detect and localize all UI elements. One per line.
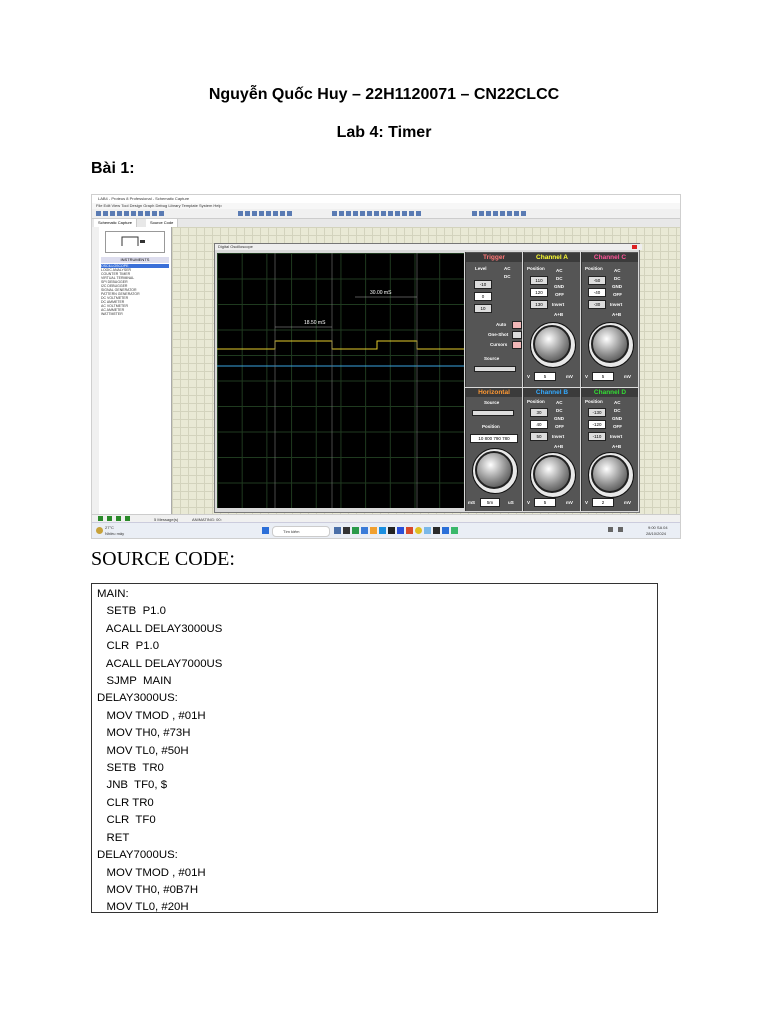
horizontal-time-value[interactable]: 5m xyxy=(480,498,500,507)
pick-device-icon[interactable] xyxy=(395,211,400,216)
instrument-item[interactable]: DC VOLTMETER xyxy=(101,296,129,300)
code-line: SETB P1.0 xyxy=(97,605,167,618)
channel-b-pos-value[interactable]: 40 xyxy=(530,420,548,429)
decompose-icon[interactable] xyxy=(416,211,421,216)
code-line: MOV TH0, #0B7H xyxy=(97,883,199,896)
save-icon[interactable] xyxy=(110,211,115,216)
edge-icon[interactable] xyxy=(379,527,386,534)
channel-c-title: Channel C xyxy=(582,253,638,262)
proteus-screenshot xyxy=(91,194,681,539)
netlist-icon[interactable] xyxy=(521,211,526,216)
print-icon[interactable] xyxy=(117,211,122,216)
cursors-button[interactable] xyxy=(512,341,522,349)
instrument-item[interactable]: VIRTUAL TERMINAL xyxy=(101,276,135,280)
channel-c-pos-value[interactable]: -40 xyxy=(588,288,606,297)
app-icon-6[interactable] xyxy=(433,527,440,534)
tab-bar xyxy=(92,219,680,227)
channel-b-pos-top: 30 xyxy=(530,408,548,417)
channel-b-v-label: V xyxy=(527,500,531,505)
trigger-source-slider[interactable] xyxy=(474,366,516,372)
search-tag-icon[interactable] xyxy=(479,211,484,216)
auto-button[interactable] xyxy=(512,321,522,329)
channel-d-pos-bottom: -110 xyxy=(588,432,606,441)
code-line: MOV TH0, #73H xyxy=(97,727,191,740)
code-line: ACALL DELAY7000US xyxy=(97,657,223,670)
device-selector-panel xyxy=(99,227,172,514)
channel-d-dc: DC xyxy=(614,408,621,413)
menu-bar[interactable]: File Edit View Tool Design Graph Debug Library Template System Help xyxy=(92,203,681,209)
channel-c-unit: mV xyxy=(624,374,632,379)
code-line: RET xyxy=(97,831,130,844)
instruments-header: INSTRUMENTS xyxy=(101,257,169,263)
window-title: LAB4 - Proteus 8 Professional - Schematic Capture xyxy=(92,195,681,204)
channel-c-invert: Invert xyxy=(610,302,623,307)
channel-c-ac: AC xyxy=(614,268,621,273)
block-copy-icon[interactable] xyxy=(367,211,372,216)
source-code-box xyxy=(91,583,658,913)
instruments-list[interactable] xyxy=(101,264,169,316)
code-line: CLR TR0 xyxy=(97,796,154,809)
horizontal-title: Horizontal xyxy=(466,388,522,397)
channel-c-off: OFF xyxy=(613,292,622,297)
channel-d-unit: mV xyxy=(624,500,632,505)
task-view-icon[interactable] xyxy=(334,527,341,534)
oscilloscope-title: Digital Oscilloscope xyxy=(215,244,642,250)
horizontal-unit-right: uS xyxy=(508,500,514,505)
channel-d-pos-value[interactable]: -120 xyxy=(588,420,606,429)
stop-icon[interactable] xyxy=(125,516,130,521)
undo-icon[interactable] xyxy=(332,211,337,216)
code-line: MOV TL0, #20H xyxy=(97,901,189,913)
grid-icon[interactable] xyxy=(245,211,250,216)
wifi-icon[interactable] xyxy=(608,527,613,532)
code-line: MOV TMOD , #01H xyxy=(97,709,206,722)
trigger-level-value[interactable]: 0 xyxy=(474,292,492,301)
horizontal-position-label: Position xyxy=(482,424,500,429)
channel-a-off: OFF xyxy=(555,292,564,297)
device-preview xyxy=(105,231,165,253)
channel-d-volts-knob[interactable] xyxy=(591,455,629,493)
close-icon[interactable] xyxy=(632,245,637,249)
redo-icon[interactable] xyxy=(339,211,344,216)
volume-icon[interactable] xyxy=(618,527,623,532)
channel-c-dc: DC xyxy=(614,276,621,281)
channel-a-pos-value[interactable]: 120 xyxy=(530,288,548,297)
channel-b-off: OFF xyxy=(555,424,564,429)
zoom-in-icon[interactable] xyxy=(266,211,271,216)
channel-a-position-label: Position xyxy=(527,266,545,271)
channel-b-gnd: GND xyxy=(554,416,564,421)
oscilloscope-window xyxy=(214,243,640,513)
channel-a-invert: Invert xyxy=(552,302,565,307)
instrument-item[interactable]: SIGNAL GENERATOR xyxy=(101,288,137,292)
copy-icon[interactable] xyxy=(353,211,358,216)
channel-d-invert: Invert xyxy=(610,434,623,439)
channel-b-position-label: Position xyxy=(527,399,545,404)
pcb-icon[interactable] xyxy=(131,211,136,216)
remove-sheet-icon[interactable] xyxy=(507,211,512,216)
cursor-label-1: 30.00 mS xyxy=(370,290,392,296)
instrument-item[interactable]: PATTERN GENERATOR xyxy=(101,292,140,296)
trigger-source-label: Source xyxy=(484,356,500,361)
horizontal-source-label: Source xyxy=(484,400,500,405)
channel-b-v-value[interactable]: 5 xyxy=(534,498,556,507)
code-line: CLR P1.0 xyxy=(97,640,160,653)
code-line: DELAY3000US: xyxy=(97,692,178,705)
help-icon[interactable] xyxy=(159,211,164,216)
horizontal-time-knob[interactable] xyxy=(475,451,513,489)
trigger-level-bottom: 10 xyxy=(474,304,492,313)
chrome-icon[interactable] xyxy=(415,527,422,534)
channel-c-position-label: Position xyxy=(585,266,603,271)
lab-title: Lab 4: Timer xyxy=(336,124,432,141)
channel-d-position-label: Position xyxy=(585,399,603,404)
packaging-icon[interactable] xyxy=(409,211,414,216)
zoom-area-icon[interactable] xyxy=(287,211,292,216)
bom-icon[interactable] xyxy=(145,211,150,216)
horizontal-panel xyxy=(465,388,522,511)
code-line: CLR TF0 xyxy=(97,814,156,827)
origin-icon[interactable] xyxy=(252,211,257,216)
instrument-item[interactable]: AC VOLTMETER xyxy=(101,304,128,308)
channel-b-panel xyxy=(523,388,580,511)
code-line: MOV TL0, #50H xyxy=(97,744,189,757)
tab-source-code[interactable]: Source Code xyxy=(146,219,178,227)
trigger-cursors-label: Cursors xyxy=(490,342,508,347)
channel-c-pos-bottom: -30 xyxy=(588,300,606,309)
channel-b-dc: DC xyxy=(556,408,563,413)
toolbar xyxy=(92,209,680,219)
channel-c-pos-top: -50 xyxy=(588,276,606,285)
channel-a-v-label: V xyxy=(527,374,531,379)
new-file-icon[interactable] xyxy=(96,211,101,216)
block-rotate-icon[interactable] xyxy=(381,211,386,216)
channel-b-invert: Invert xyxy=(552,434,565,439)
instrument-item[interactable]: AC AMMETER xyxy=(101,308,125,312)
block-delete-icon[interactable] xyxy=(388,211,393,216)
word-icon[interactable] xyxy=(397,527,404,534)
windows-taskbar xyxy=(92,522,680,539)
code-line: MOV TMOD , #01H xyxy=(97,866,206,879)
channel-d-off: OFF xyxy=(613,424,622,429)
code-line: MAIN: xyxy=(97,588,129,600)
channel-a-ac: AC xyxy=(556,268,563,273)
one-shot-button[interactable] xyxy=(512,331,522,339)
channel-d-v-value[interactable]: 2 xyxy=(592,498,614,507)
zoom-out-icon[interactable] xyxy=(273,211,278,216)
gerber-icon[interactable] xyxy=(138,211,143,216)
app-icon-1[interactable] xyxy=(352,527,359,534)
channel-c-volts-knob[interactable] xyxy=(591,325,629,363)
channel-a-v-value[interactable]: 5 xyxy=(534,372,556,381)
zoom-all-icon[interactable] xyxy=(280,211,285,216)
instrument-item[interactable]: COUNTER TIMER xyxy=(101,272,131,276)
horizontal-source-slider[interactable] xyxy=(472,410,514,416)
app-icon-7[interactable] xyxy=(442,527,449,534)
channel-c-v-label: V xyxy=(585,374,589,379)
app-icon-2[interactable] xyxy=(361,527,368,534)
wire-autorouter-icon[interactable] xyxy=(472,211,477,216)
trigger-auto-label: Auto xyxy=(496,322,507,327)
instrument-item[interactable]: WATTMETER xyxy=(101,312,123,316)
channel-a-title: Channel A xyxy=(524,253,580,262)
channel-b-title: Channel B xyxy=(524,388,580,397)
channel-b-aplusb: A+B xyxy=(554,444,564,449)
file-explorer-icon[interactable] xyxy=(370,527,377,534)
schematic-icon[interactable] xyxy=(124,211,129,216)
weather-icon[interactable] xyxy=(96,527,103,534)
trigger-dc-label: DC xyxy=(504,274,511,279)
start-icon[interactable] xyxy=(262,527,269,534)
channel-d-ac: AC xyxy=(614,400,621,405)
widgets-icon[interactable] xyxy=(343,527,350,534)
channel-c-v-value[interactable]: 5 xyxy=(592,372,614,381)
trigger-oneshot-label: One-Shot xyxy=(488,332,509,337)
instrument-item[interactable]: DC AMMETER xyxy=(101,300,125,304)
weather-temp: 27°C xyxy=(105,525,114,530)
source-code-heading: SOURCE CODE: xyxy=(91,548,235,570)
play-icon[interactable] xyxy=(98,516,103,521)
tab-schematic-capture[interactable]: Schematic Capture xyxy=(94,219,137,227)
design-explorer-icon[interactable] xyxy=(493,211,498,216)
channel-c-panel xyxy=(581,252,638,387)
trigger-level-label: Level xyxy=(475,266,487,271)
channel-a-pos-bottom: 130 xyxy=(530,300,548,309)
code-line: SJMP MAIN xyxy=(97,675,172,688)
code-line: ACALL DELAY3000US xyxy=(97,622,223,635)
search-placeholder: Tìm kiếm xyxy=(283,529,300,534)
instrument-item[interactable]: I2C DEBUGGER xyxy=(101,284,128,288)
channel-d-gnd: GND xyxy=(612,416,622,421)
author-line: Nguyễn Quốc Huy – 22H1120071 – CN22CLCC xyxy=(208,86,560,103)
horizontal-unit-left: mS xyxy=(468,500,476,505)
horizontal-position-value[interactable]: 10 800 790 780 xyxy=(470,434,518,443)
cut-icon[interactable] xyxy=(346,211,351,216)
app-icon-4[interactable] xyxy=(406,527,413,534)
code-line: DELAY7000US: xyxy=(97,849,178,862)
instrument-item[interactable]: OSCILLOSCOPE xyxy=(101,264,169,268)
channel-c-aplusb: A+B xyxy=(612,312,622,317)
channel-a-pos-top: 110 xyxy=(530,276,548,285)
trigger-panel xyxy=(465,252,522,387)
channel-b-unit: mV xyxy=(566,500,574,505)
channel-d-title: Channel D xyxy=(582,388,638,397)
channel-a-volts-knob[interactable] xyxy=(533,325,571,363)
property-icon[interactable] xyxy=(486,211,491,216)
channel-c-gnd: GND xyxy=(612,284,622,289)
instrument-item[interactable]: LOGIC ANALYSER xyxy=(101,268,132,272)
exit-parent-icon[interactable] xyxy=(514,211,519,216)
make-device-icon[interactable] xyxy=(402,211,407,216)
messages-count[interactable]: 5 Message(s) xyxy=(154,517,179,522)
code-line: JNB TF0, $ xyxy=(97,779,168,792)
channel-b-volts-knob[interactable] xyxy=(533,455,571,493)
oscilloscope-screen xyxy=(217,253,464,508)
instrument-item[interactable]: SPI DEBUGGER xyxy=(101,280,128,284)
open-file-icon[interactable] xyxy=(103,211,108,216)
app-icon-3[interactable] xyxy=(388,527,395,534)
refresh-icon[interactable] xyxy=(238,211,243,216)
taskbar-search-input[interactable] xyxy=(272,526,330,537)
source-icon[interactable] xyxy=(152,211,157,216)
animating-status: ANIMATING: 00: xyxy=(192,517,222,522)
channel-b-ac: AC xyxy=(556,400,563,405)
app-icon-5[interactable] xyxy=(424,527,431,534)
block-move-icon[interactable] xyxy=(374,211,379,216)
channel-a-dc: DC xyxy=(556,276,563,281)
clock-time: 9:00 SA 04 xyxy=(648,525,668,530)
channel-b-pos-bottom: 50 xyxy=(530,432,548,441)
channel-a-panel xyxy=(523,252,580,387)
channel-d-pos-top: -130 xyxy=(588,408,606,417)
channel-a-aplusb: A+B xyxy=(554,312,564,317)
channel-d-panel xyxy=(581,388,638,511)
trigger-ac-label: AC xyxy=(504,266,511,271)
cursor-label-2: 18.50 mS xyxy=(304,320,326,326)
app-icon-8[interactable] xyxy=(451,527,458,534)
clock-date: 28/10/2024 xyxy=(646,531,667,536)
step-icon[interactable] xyxy=(107,516,112,521)
channel-d-aplusb: A+B xyxy=(612,444,622,449)
trigger-level-top: -10 xyxy=(474,280,492,289)
channel-a-gnd: GND xyxy=(554,284,564,289)
section-heading: Bài 1: xyxy=(91,160,135,177)
channel-a-unit: mV xyxy=(566,374,574,379)
channel-d-v-label: V xyxy=(585,500,589,505)
pan-icon[interactable] xyxy=(259,211,264,216)
paste-icon[interactable] xyxy=(360,211,365,216)
code-line: SETB TR0 xyxy=(97,762,164,775)
weather-desc: Nhiều mây xyxy=(105,531,125,536)
new-sheet-icon[interactable] xyxy=(500,211,505,216)
trigger-title: Trigger xyxy=(466,253,522,262)
pause-icon[interactable] xyxy=(116,516,121,521)
